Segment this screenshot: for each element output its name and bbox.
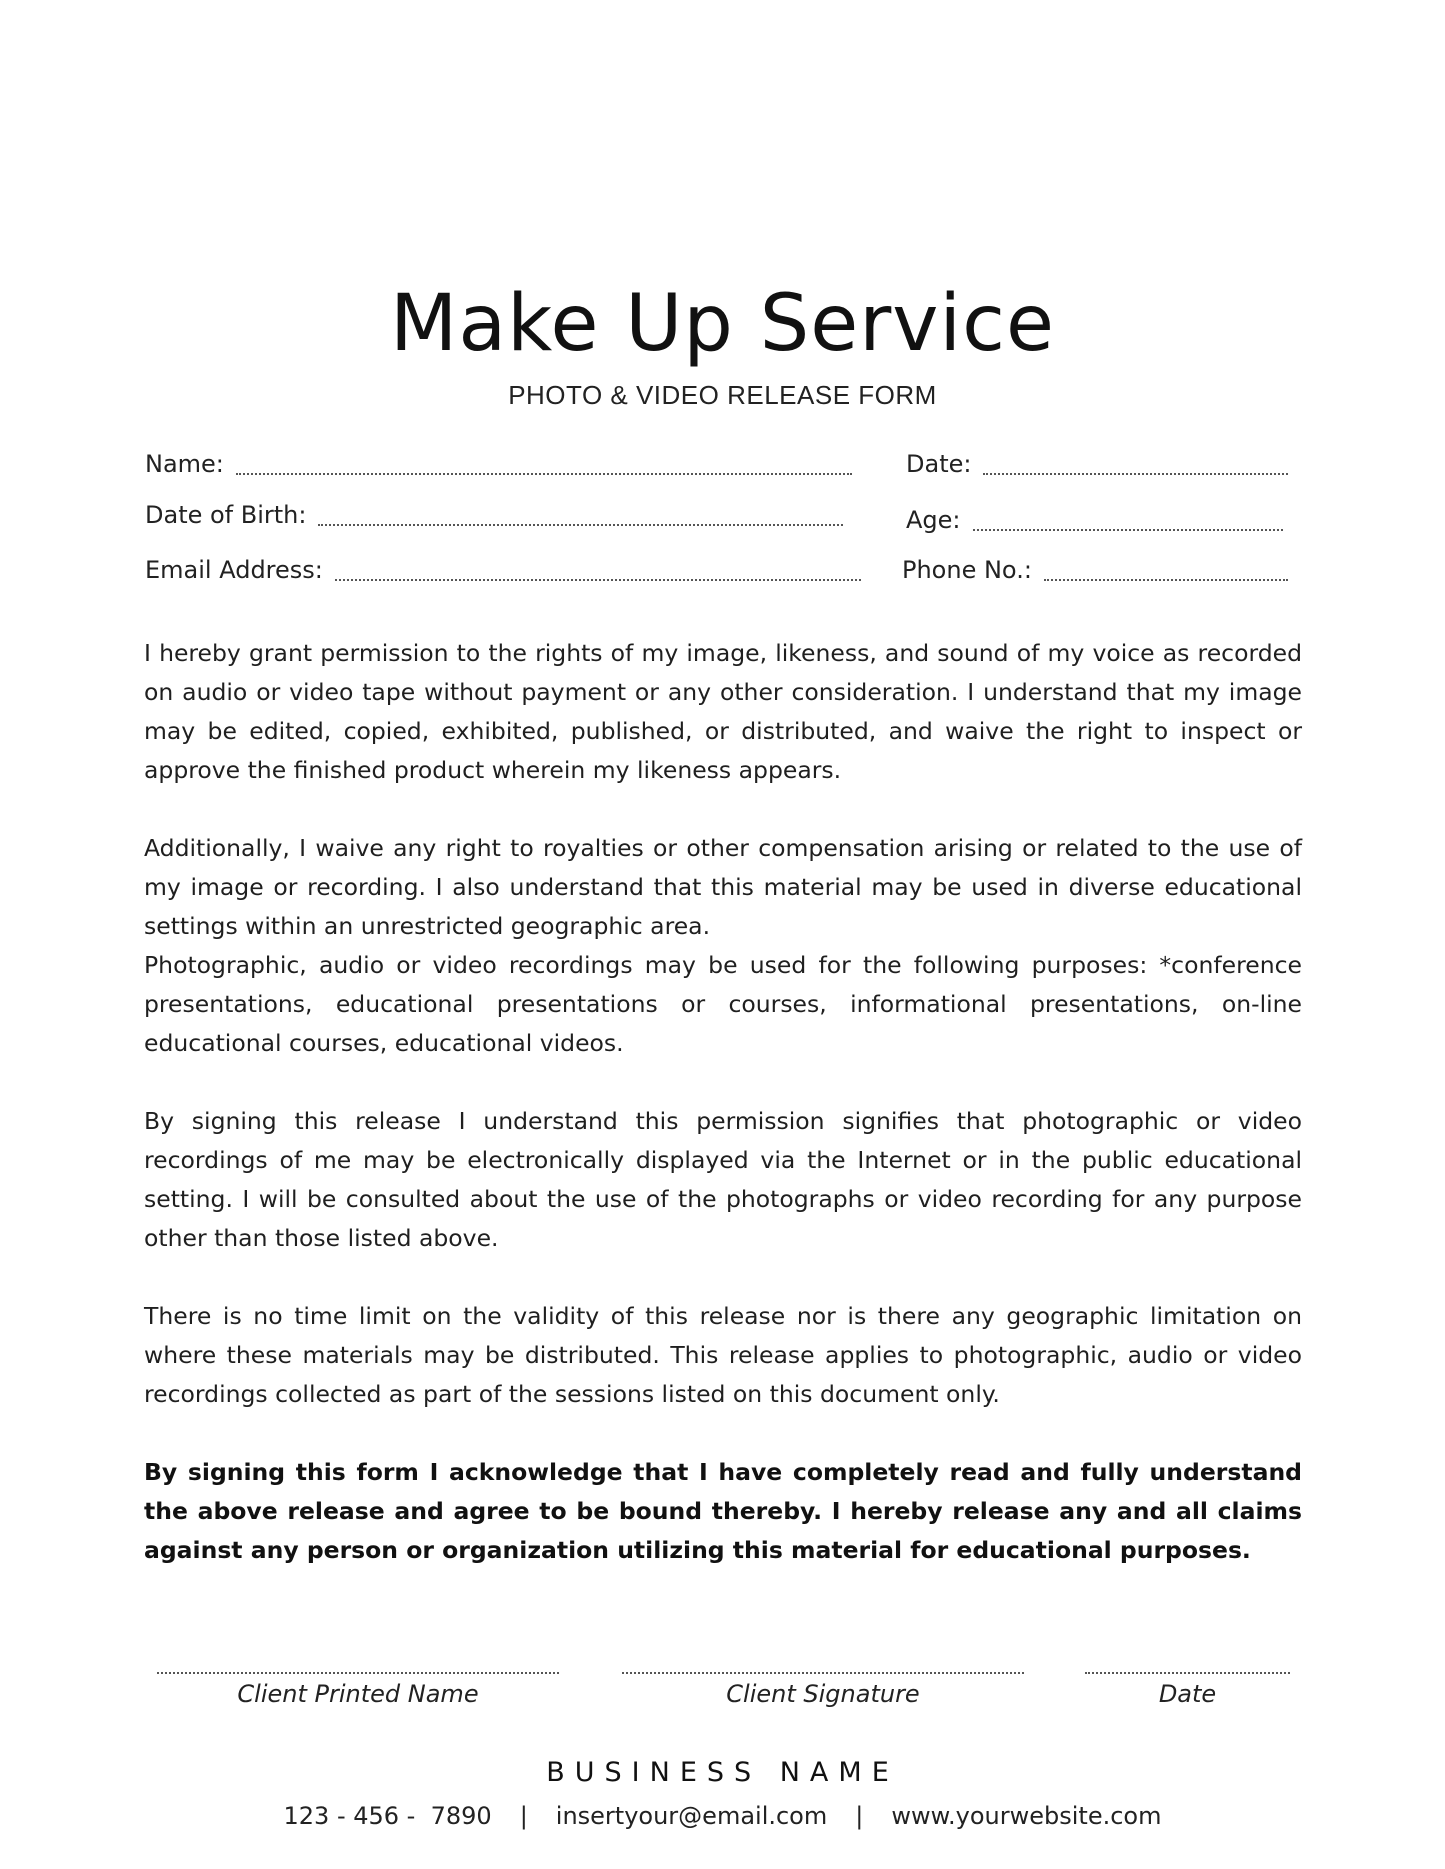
paragraph-permission: I hereby grant permission to the rights of my image, likeness, and sound of my voice as recorded on audio or video tape without payment or any other consideration. I understand that my image may be edited, copied, exhibited, published, or distributed, and waive the right to inspect or approve the finished product wherein my likeness appears. <box>144 639 1302 784</box>
date-field[interactable] <box>906 450 1288 478</box>
business-name: BUSINESS NAME <box>546 1757 899 1788</box>
paragraph-purposes: Photographic, audio or video recordings may be used for the following purposes: *conference presentations, educational presentations or courses, informational presentations, on-line educational courses, educational videos. <box>144 951 1302 1057</box>
paragraph-time-limit: There is no time limit on the validity of this release nor is there any geographic limitation on where these materials may be distributed. This release applies to photographic, audio or video recordings collected as part of the sessions listed on this document only. <box>144 1302 1302 1408</box>
printed-name-line[interactable] <box>157 1672 559 1674</box>
name-label: Name: <box>145 450 224 478</box>
age-label: Age: <box>906 506 961 534</box>
printed-name-label: Client Printed Name <box>237 1680 479 1708</box>
contact-info <box>0 1802 1445 1830</box>
paragraph-royalties: Additionally, I waive any right to royalties or other compensation arising or related to the use of my image or recording. I also understand that this material may be used in diverse educational settings within an unrestricted geographic area. <box>144 834 1302 940</box>
dob-label: Date of Birth: <box>145 501 307 529</box>
name-field[interactable] <box>145 450 852 478</box>
email-address[interactable]: insertyour@email.com <box>555 1802 828 1830</box>
age-field[interactable] <box>906 506 1283 534</box>
form-subtitle: PHOTO & VIDEO RELEASE FORM <box>508 380 937 410</box>
separator-2: | <box>855 1802 864 1830</box>
form-title: Make Up Service <box>390 279 1055 369</box>
age-input-line[interactable] <box>973 529 1283 531</box>
phone-field[interactable] <box>902 556 1288 584</box>
signature-date-line[interactable] <box>1085 1672 1290 1674</box>
dob-input-line[interactable] <box>318 524 843 526</box>
paragraph-internet-display: By signing this release I understand this permission signifies that photographic or video recordings of me may be electronically displayed via the Internet or in the public educational setting. I will be consulted about the use of the photographs or video recording for any purpose other than those listed above. <box>144 1107 1302 1252</box>
phone-input-line[interactable] <box>1044 579 1288 581</box>
email-input-line[interactable] <box>335 579 861 581</box>
paragraph-acknowledgement: By signing this form I acknowledge that I have completely read and fully understand the above release and agree to be bound thereby. I hereby release any and all claims against any person or organization utilizing this material for educational purposes. <box>144 1458 1302 1564</box>
signature-date-label: Date <box>1158 1680 1217 1708</box>
email-field[interactable] <box>145 556 861 584</box>
date-label: Date: <box>906 450 972 478</box>
signature-label: Client Signature <box>726 1680 920 1708</box>
date-input-line[interactable] <box>983 473 1288 475</box>
name-input-line[interactable] <box>236 473 852 475</box>
dob-field[interactable] <box>145 501 843 529</box>
phone-label: Phone No.: <box>902 556 1032 584</box>
email-label: Email Address: <box>145 556 323 584</box>
signature-line[interactable] <box>622 1672 1024 1674</box>
website-link[interactable]: www.yourwebsite.com <box>891 1802 1162 1830</box>
separator-1: | <box>519 1802 528 1830</box>
phone-number: 123 - 456 - 7890 <box>283 1802 492 1830</box>
